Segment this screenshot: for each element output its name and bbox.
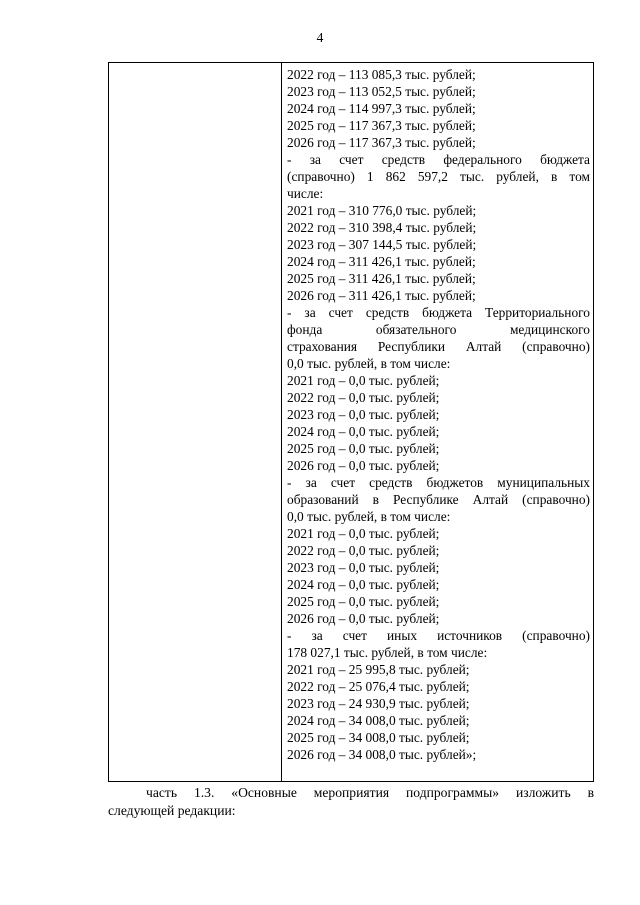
cell-line: 2022 год – 310 398,4 тыс. рублей; (287, 220, 477, 235)
cell-line: 178 027,1 тыс. рублей, в том числе: (287, 645, 488, 660)
cell-line: 2024 год – 311 426,1 тыс. рублей; (287, 254, 476, 269)
cell-line: 2023 год – 113 052,5 тыс. рублей; (287, 84, 476, 99)
cell-line: (справочно) 1 862 597,2 тыс. рублей, в том (287, 169, 590, 184)
cell-line: образований в Республике Алтай (справочно) (287, 492, 590, 507)
cell-line: - за счет средств бюджетов муниципальных (287, 475, 590, 490)
cell-line: 2024 год – 0,0 тыс. рублей; (287, 577, 440, 592)
amendment-paragraph (108, 784, 594, 820)
column-divider (281, 63, 282, 781)
cell-line: 2023 год – 307 144,5 тыс. рублей; (287, 237, 477, 252)
funding-cell-text (287, 66, 590, 763)
paragraph-line-2: следующей редакции: (108, 803, 236, 818)
cell-line: страхования Республики Алтай (справочно) (287, 339, 590, 354)
cell-line: 2025 год – 117 367,3 тыс. рублей; (287, 118, 476, 133)
cell-line: 2022 год – 25 076,4 тыс. рублей; (287, 679, 470, 694)
cell-line: 0,0 тыс. рублей, в том числе: (287, 356, 451, 371)
cell-line: 2026 год – 0,0 тыс. рублей; (287, 458, 440, 473)
cell-line: 2025 год – 0,0 тыс. рублей; (287, 594, 440, 609)
cell-line: фонда обязательного медицинского (287, 322, 590, 337)
cell-line: числе: (287, 186, 324, 201)
cell-line: 2022 год – 113 085,3 тыс. рублей; (287, 67, 476, 82)
cell-line: - за счет иных источников (справочно) (287, 628, 590, 643)
cell-line: 2026 год – 117 367,3 тыс. рублей; (287, 135, 476, 150)
paragraph-line-1: часть 1.3. «Основные мероприятия подпрограммы» изложить в (146, 785, 594, 800)
cell-line: 2025 год – 34 008,0 тыс. рублей; (287, 730, 470, 745)
page-number: 4 (316, 30, 324, 45)
cell-line: 2021 год – 0,0 тыс. рублей; (287, 526, 440, 541)
cell-line: 2022 год – 0,0 тыс. рублей; (287, 390, 440, 405)
cell-line: 2024 год – 0,0 тыс. рублей; (287, 424, 440, 439)
funding-table (108, 62, 594, 782)
cell-line: 2022 год – 0,0 тыс. рублей; (287, 543, 440, 558)
cell-line: 2021 год – 310 776,0 тыс. рублей; (287, 203, 477, 218)
cell-line: 2026 год – 0,0 тыс. рублей; (287, 611, 440, 626)
cell-line: - за счет средств бюджета Территориального (287, 305, 590, 320)
cell-line: 2024 год – 114 997,3 тыс. рублей; (287, 101, 476, 116)
cell-line: 2021 год – 25 995,8 тыс. рублей; (287, 662, 470, 677)
cell-line: 2026 год – 34 008,0 тыс. рублей»; (287, 747, 477, 762)
cell-line: 2026 год – 311 426,1 тыс. рублей; (287, 288, 476, 303)
cell-line: 2023 год – 0,0 тыс. рублей; (287, 560, 440, 575)
cell-line: 2025 год – 311 426,1 тыс. рублей; (287, 271, 476, 286)
cell-line: 2025 год – 0,0 тыс. рублей; (287, 441, 440, 456)
cell-line: 2021 год – 0,0 тыс. рублей; (287, 373, 440, 388)
cell-line: 0,0 тыс. рублей, в том числе: (287, 509, 451, 524)
cell-line: 2024 год – 34 008,0 тыс. рублей; (287, 713, 470, 728)
cell-line: 2023 год – 24 930,9 тыс. рублей; (287, 696, 470, 711)
cell-line: - за счет средств федерального бюджета (287, 152, 590, 167)
cell-line: 2023 год – 0,0 тыс. рублей; (287, 407, 440, 422)
